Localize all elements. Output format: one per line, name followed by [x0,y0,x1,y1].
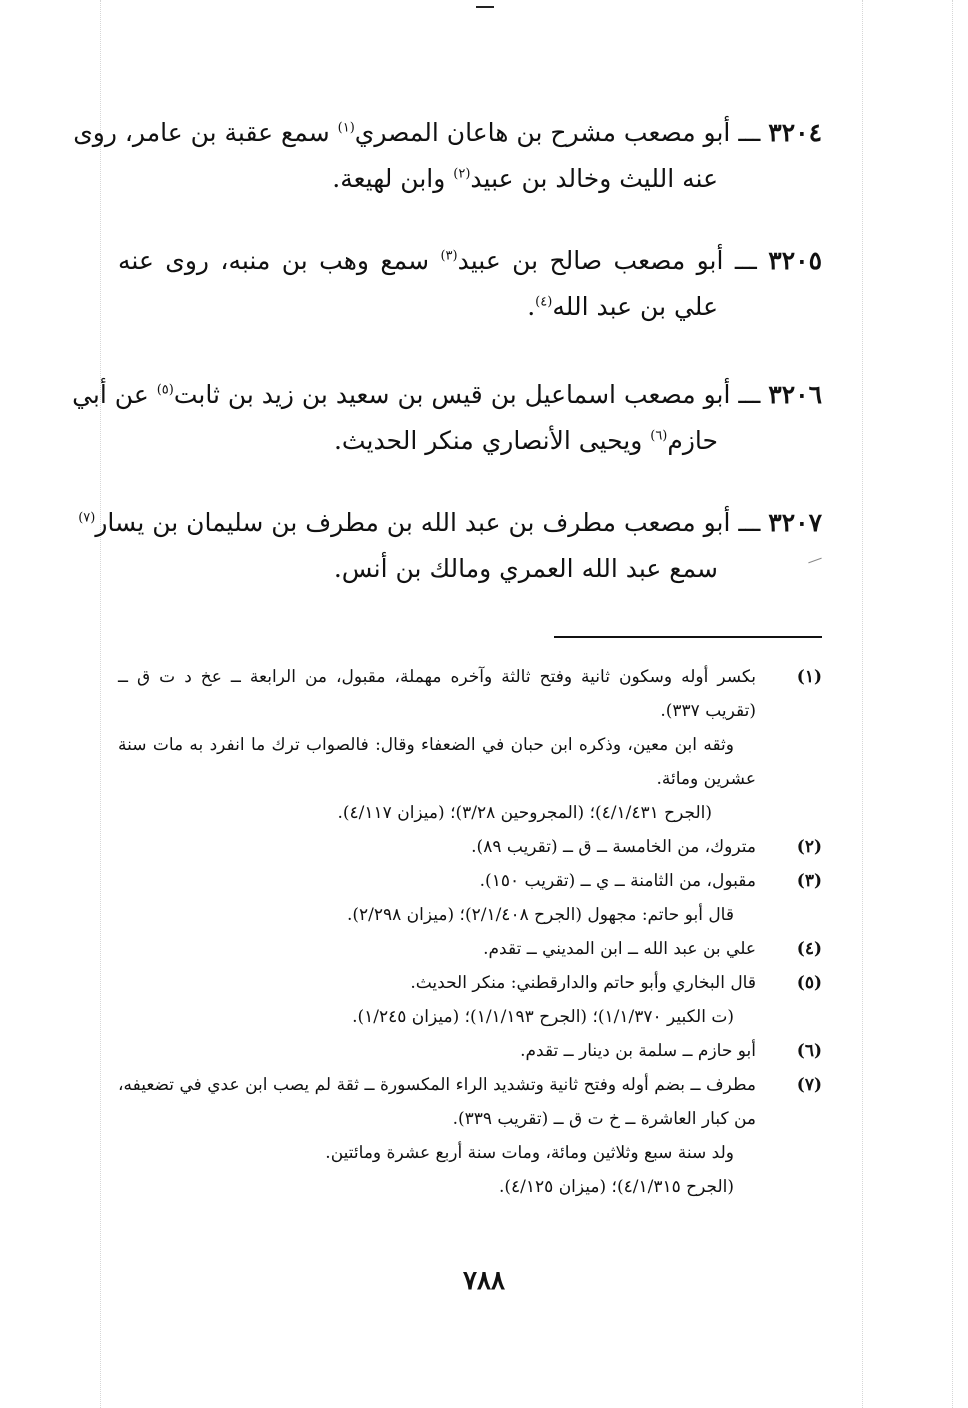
margin-guide-left [100,0,101,1408]
footnote-7: (٧) مطرف ــ بضم أوله وفتح ثانية وتشديد الراء المكسورة ــ ثقة لم يصب ابن عدي في تضعيفه، من كبار العاشرة ــ خ ت ق ــ (تقريب ٣٣٩). ولد سنة سبع وثلاثين ومائة، ومات سنة أربع عشرة ومائتين. (الجرح ٤/١/٣١٥)؛ (ميزان ٤/١٢٥). [118,1068,822,1204]
entry-line-1: ٣٢٠٥ ـــ أبو مصعب صالح بن عبيد$^{(٣)}$ سمع وهب بن منبه، روى عنه [118,246,822,275]
entry-number: ٣٢٠٤ [768,118,822,147]
footnote-number: (٥) [796,973,822,993]
margin-guide-edge [952,0,953,1408]
footnote-5: (٥) قال البخاري وأبو حاتم والدارقطني: منكر الحديث. (ت الكبير ١/١/٣٧٠)؛ (الجرح ١/١/١٩٣)؛ (ميزان ١/٢٤٥). [118,966,822,1034]
footnote-number: (٢) [796,837,822,857]
entry-line-1: ٣٢٠٤ ـــ أبو مصعب مشرح بن هاعان المصري$^{(١)}$ سمع عقبة بن عامر، روى [73,118,822,147]
footnote-ref: (٧) [78,510,96,526]
entry-3206 [72,372,822,464]
entry-line-2: عنه الليث وخالد بن عبيد$^{(٢)}$ وابن لهيعة. [332,164,718,193]
top-mark [476,0,494,8]
footnote-6: (٦) أبو حازم ــ سلمة بن دينار ــ تقدم. [118,1034,822,1068]
entry-3207 [78,500,822,592]
entry-line-2: حازم$^{(٦)}$ ويحيى الأنصاري منكر الحديث. [333,426,718,455]
entry-number: ٣٢٠٥ [768,246,822,275]
footnotes [118,660,822,1204]
footnote-ref: (٢) [453,166,471,182]
footnote-ref: (٣) [440,248,458,264]
footnote-number: (٦) [796,1041,822,1061]
entry-line-1: ٣٢٠٦ ـــ أبو مصعب اسماعيل بن قيس بن سعيد بن زيد بن ثابت$^{(٥)}$ عن أبي [72,380,822,409]
footnote-ref: (٤) [535,294,553,310]
footnote-1: (١) بكسر أوله وسكون ثانية وفتح ثالثة وآخره مهملة، مقبول، من الرابعة ــ عخ د ت ق ــ (تقريب ٣٣٧). وثقه ابن معين، وذكره ابن حبان في الضعفاء وقال: فالصواب ترك ما انفرد به مات سنة عشرين ومائة. (الجرح ٤/١/٤٣١)؛ (المجروحين ٣/٢٨)؛ (ميزان ٤/١١٧). [118,660,822,830]
footnote-number: (٧) [796,1075,822,1095]
entry-line-2: علي بن عبد الله$^{(٤)}$. [527,292,718,321]
footnote-ref: (١) [337,120,355,136]
footnote-number: (٣) [796,871,822,891]
entry-number: ٣٢٠٧ [768,508,822,537]
footnote-number: (١) [796,667,822,687]
entry-number: ٣٢٠٦ [768,380,822,409]
margin-guide-right [862,0,863,1408]
footnote-3: (٣) مقبول، من الثامنة ــ ي ــ (تقريب ١٥٠). قال أبو حاتم: مجهول (الجرح ٢/١/٤٠٨)؛ (ميزان ٢/٢٩٨). [118,864,822,932]
entry-line-1: ٣٢٠٧ ـــ أبو مصعب مطرف بن عبد الله بن مطرف بن سليمان بن يسار$^{(٧)}$ [78,508,822,537]
page-number: ٧٨٨ [463,1266,505,1296]
footnote-separator [554,636,822,638]
entry-line-2: سمع عبد الله العمري ومالك بن أنس. [333,554,718,583]
footnote-ref: (٥) [156,382,174,398]
entry-3204 [73,110,822,202]
footnote-ref: (٦) [650,428,668,444]
footnote-4: (٤) علي بن عبد الله ــ ابن المديني ــ تقدم. [118,932,822,966]
footnote-number: (٤) [796,939,822,959]
entry-3205 [118,238,822,330]
footnote-2: (٢) متروك، من الخامسة ــ ق ــ (تقريب ٨٩). [118,830,822,864]
